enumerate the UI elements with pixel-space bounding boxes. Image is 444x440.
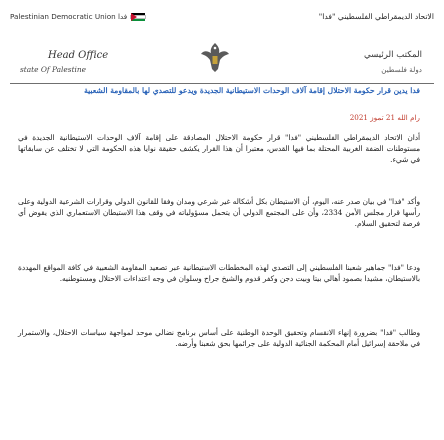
paragraph-2: وأكد "فدا" في بيان صدر عنه، اليوم، أن الاستيطان بكل أشكاله غير شرعي ومدان وفقا للقانون الدولي وقرارات الشرعية الدولية وعلى رأسها قرار مجلس الأمن 2334، وأن على المجتمع الدولي أن يتحمل مسؤولياته في وقف هذا الاستيطان الاستعماري الذي يقوض أي فرصة لتحقيق السلام. bbox=[18, 197, 420, 229]
palestine-flag-icon bbox=[131, 13, 145, 21]
office-subtitle-en: state Of Palestine bbox=[20, 65, 87, 74]
party-name-en: Palestinian Democratic Union bbox=[10, 12, 118, 21]
office-title-en: Head Office bbox=[48, 50, 109, 61]
office-subtitle-ar: دولة فلسطين bbox=[381, 65, 422, 74]
paragraph-4: وطالب "فدا" بضرورة إنهاء الانقسام وتحقيق الوحدة الوطنية على أساس برنامج نضالي موحد لمواجهة سياسات الاحتلال، والاستمرار في ملاحقة إسرائيل أمام المحكمة الجنائية الدولية على جرائمها بحق شعبنا وأرضه. bbox=[18, 328, 420, 349]
office-title-ar: المكتب الرئيسي bbox=[363, 50, 422, 60]
paragraph-1: أدان الاتحاد الديمقراطي الفلسطيني "فدا" قرار حكومة الاحتلال المصادقة على إقامة آلاف الوحدات الاستيطانية الجديدة في مستوطنات الضفة الغربية المحتلة بما فيها القدس، معتبرا أن هذا القرار يكشف حقيقة نوايا هذه الحكومة التي لا تختلف عن سابقاتها في شيء. bbox=[18, 133, 420, 165]
paragraph-3: ودعا "فدا" جماهير شعبنا الفلسطيني إلى التصدي لهذه المخططات الاستيطانية عبر تصعيد المقاومة الشعبية في كافة المواقع المهددة بالاستيطان، مشيدا بصمود أهالي بيتا وبيت دجن وكفر قدوم والشيخ جراح وسلوان في وجه اعتداءات الاحتلال ومستوطنيه. bbox=[18, 263, 420, 284]
party-abbrev: فدا bbox=[117, 12, 128, 21]
header-divider bbox=[10, 83, 434, 84]
header-left-title bbox=[10, 12, 145, 21]
document-date: رام الله 21 تموز 2021 bbox=[349, 113, 420, 122]
eagle-emblem-icon bbox=[200, 40, 230, 74]
party-name-ar: الاتحاد الديمقراطي الفلسطيني "فدا" bbox=[318, 12, 434, 21]
document-title: فدا يدين قرار حكومة الاحتلال إقامة آلاف الوحدات الاستيطانية الجديدة ويدعو للتصدي لها بالمقاومة الشعبية bbox=[84, 86, 420, 95]
